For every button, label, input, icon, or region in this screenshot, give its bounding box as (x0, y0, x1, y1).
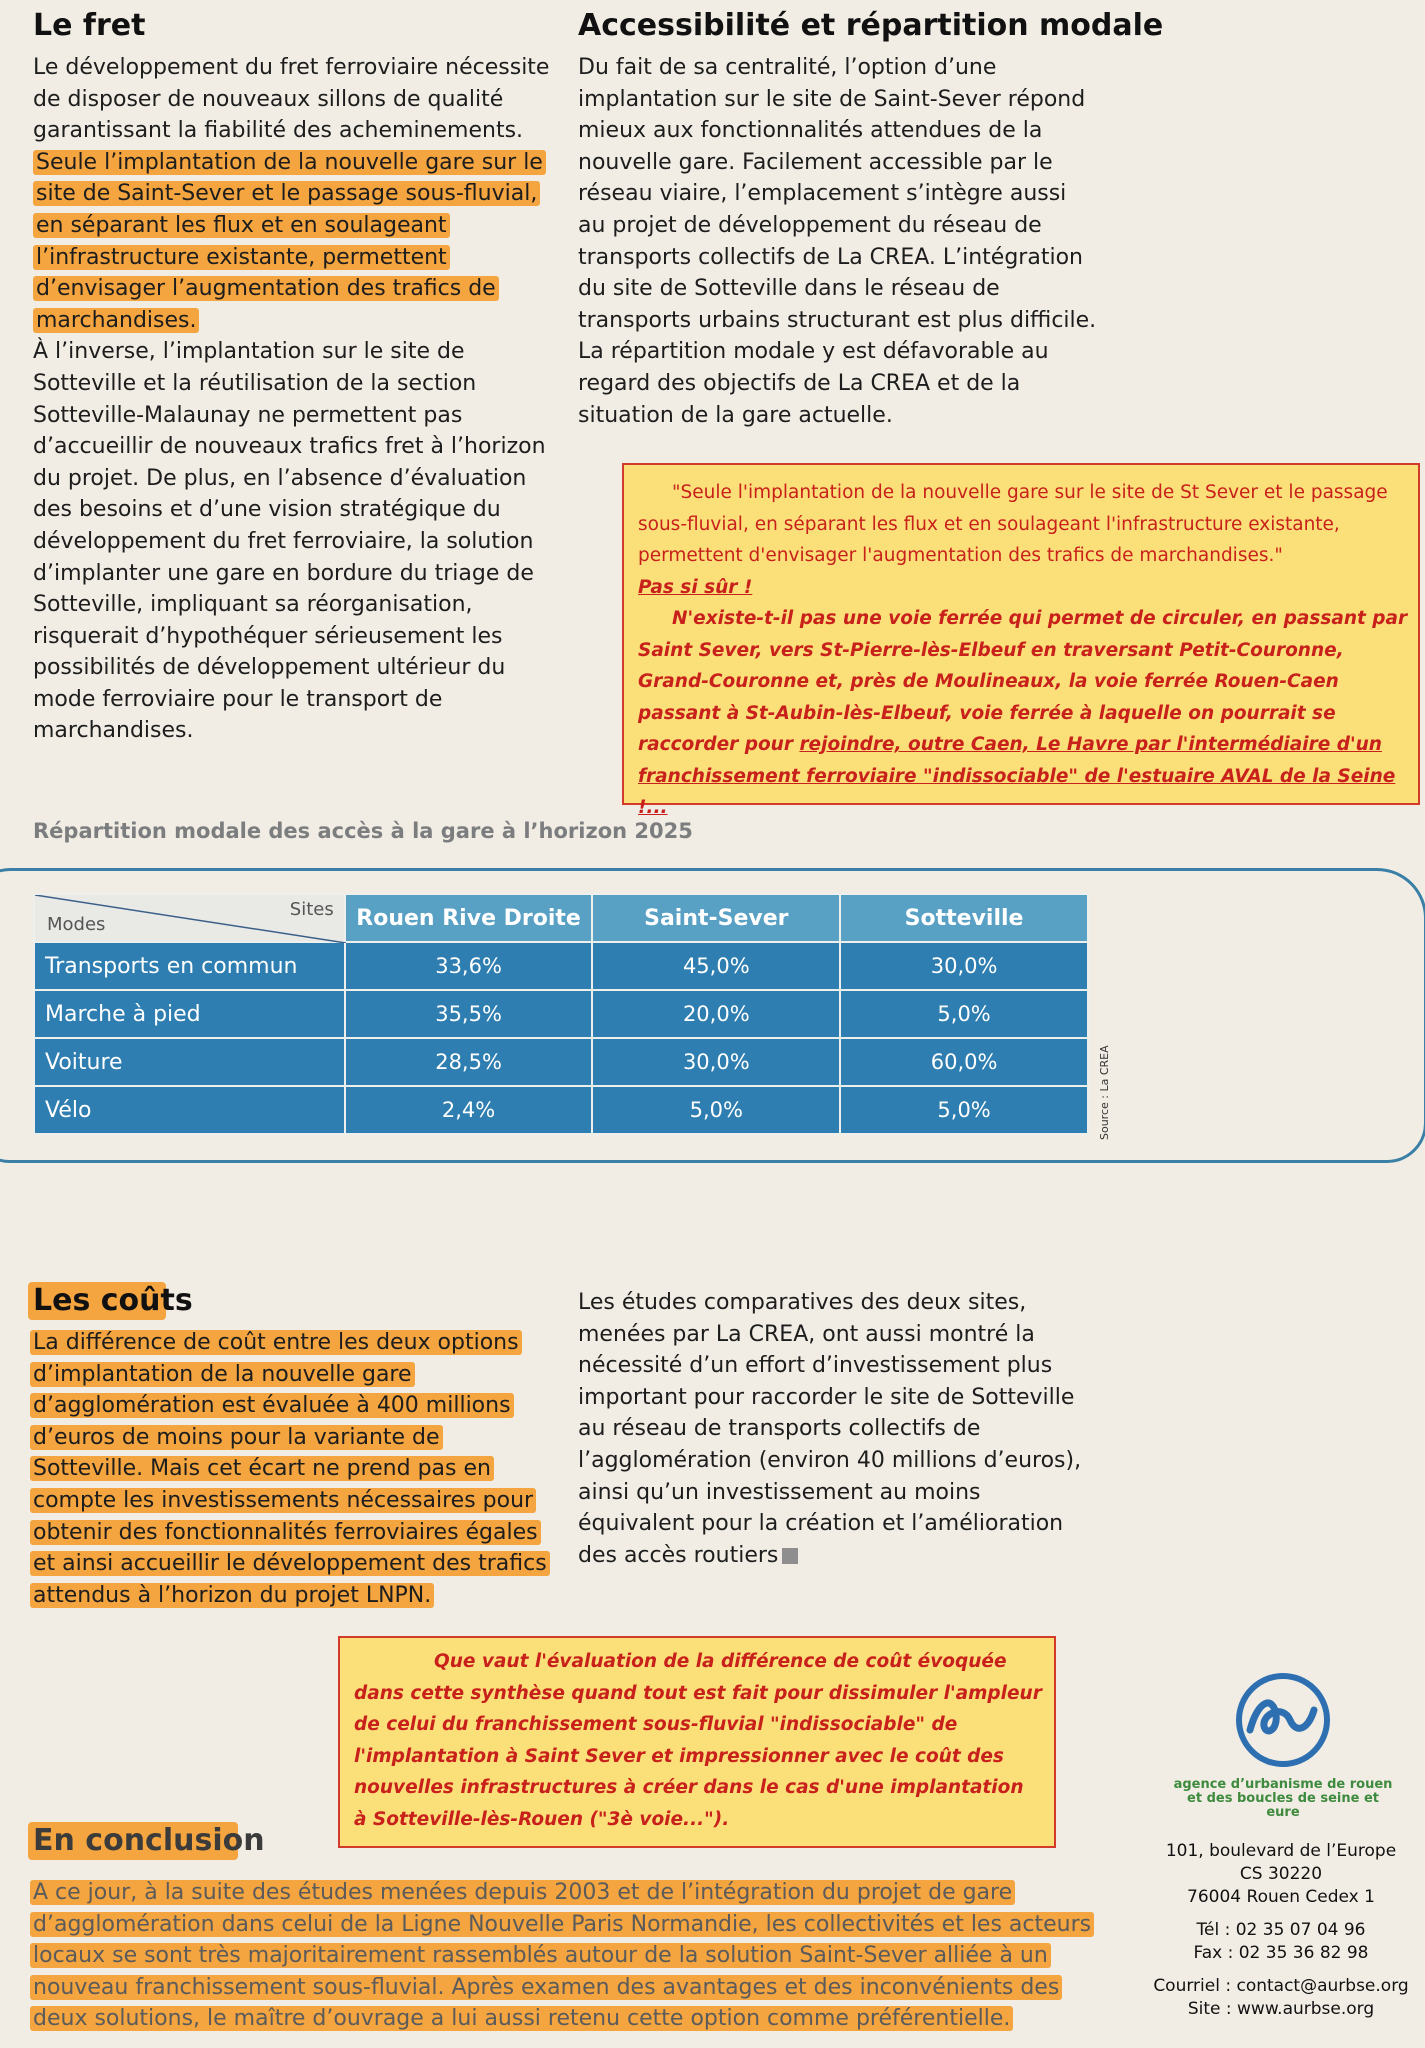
fret-highlight: Seule l’implantation de la nouvelle gare sur le site de Saint-Sever et le passage sous-fluvial, en séparant les flux et en soulageant l’infrastructure existante, permettent d’envisager l’augmentation des trafics de marchandises. (33, 150, 546, 333)
table-header-row (34, 894, 1088, 942)
table-cell-mode: Transports en commun (34, 942, 345, 990)
table-header-site: Sotteville (840, 894, 1088, 942)
address-line-1: 101, boulevard de l’Europe (1165, 1841, 1397, 1861)
table-cell: 28,5% (345, 1038, 593, 1086)
fret-body: À l’inverse, l’implantation sur le site de Sotteville et la réutilisation de la section Sotteville-Malaunay ne permettent pas d’accueillir de nouveaux trafics fret à l’horizon du projet. De plus, en l’absence d’évaluation des besoins et d’une vision stratégique du développement du fret ferroviaire, la solution d’implanter une gare en bordure du triage de Sotteville, impliquant sa réorganisation, risquerait d’hypothéquer sérieusement les possibilités de développement ultérieur du mode ferroviaire pour le transport de marchandises. (33, 339, 546, 744)
table-row (34, 990, 1088, 1038)
access-title: Accessibilité et répartition modale (578, 8, 1164, 43)
conclusion-highlight: A ce jour, à la suite des études menées depuis 2003 et de l’intégration du projet de gare d’agglomération dans celui de la Ligne Nouvelle Paris Normandie, les collectivités et les acteurs locaux se sont très majoritairement rassemblés autour de la solution Saint-Sever alliée à un nouveau franchissement sous-fluvial. Après examen des avantages et des inconvénients des deux solutions, le maître d’ouvrage a lui aussi retenu cette option comme préférentielle. (30, 1880, 1094, 2031)
couts-right-body: Les études comparatives des deux sites, menées par La CREA, ont aussi montré la nécessité d’un effort d’investissement plus important pour raccorder le site de Sotteville au réseau de transports collectifs de l’agglomération (environ 40 millions d’euros), ainsi qu’un investissement au moins équivalent pour la création et l’amélioration des accès routiers (578, 1290, 1082, 1568)
table-cell: 5,0% (840, 1086, 1088, 1134)
agency-site[interactable]: Site : www.aurbse.org (1187, 1999, 1375, 2019)
agency-fax: Fax : 02 35 36 82 98 (1193, 1943, 1369, 1963)
address-line-2: CS 30220 (1239, 1864, 1323, 1884)
table-cell: 2,4% (345, 1086, 593, 1134)
comment-quote: "Seule l'implantation de la nouvelle gare sur le site de St Sever et le passage sous-fluvial, en séparant les flux et en soulageant l'infrastructure existante, permettent d'envisager l'augmentation des trafics de marchandises." (638, 482, 1388, 566)
comment-reply-underline: rejoindre, outre Caen, Le Havre par l'intermédiaire d'un franchissement ferroviaire "indissociable" de l'estuaire AVAL de la Seine !... (638, 734, 1396, 818)
end-square-icon (782, 1548, 798, 1564)
couts-left-highlight: La différence de coût entre les deux options d’implantation de la nouvelle gare d’agglomération est évaluée à 400 millions d’euros de moins pour la variante de Sotteville. Mais cet écart ne prend pas en compte les investissements nécessaires pour obtenir des fonctionnalités ferroviaires égales et ainsi accueillir le développement des trafics attendus à l’horizon du projet LNPN. (30, 1330, 550, 1608)
table-cell-mode: Marche à pied (34, 990, 345, 1038)
table-cell: 30,0% (592, 1038, 840, 1086)
table-header-site: Saint-Sever (592, 894, 840, 942)
table-cell: 30,0% (840, 942, 1088, 990)
access-text: Du fait de sa centralité, l’option d’une implantation sur le site de Saint-Sever répond mieux aux fonctionnalités attendues de la nouvelle gare. Facilement accessible par le réseau viaire, l’emplacement s’intègre aussi au projet de développement du réseau de transports collectifs de La CREA. L’intégration du site de Sotteville dans le réseau de transports urbains structurant est plus difficile. La répartition modale y est défavorable au regard des objectifs de La CREA et de la situation de la gare actuelle. (578, 55, 1097, 428)
couts-left-text (30, 1327, 550, 1611)
agency-tel: Tél : 02 35 07 04 96 (1196, 1920, 1366, 1940)
table-row (34, 942, 1088, 990)
modal-table (33, 893, 1089, 1135)
fret-intro: Le développement du fret ferroviaire nécessite de disposer de nouveaux sillons de qualité garantissant la fiabilité des acheminements. (33, 55, 550, 144)
table-cell-mode: Vélo (34, 1086, 345, 1134)
table-cell: 5,0% (592, 1086, 840, 1134)
table-corner (34, 894, 345, 942)
table-cell: 5,0% (840, 990, 1088, 1038)
couts-title: Les coûts (33, 1283, 193, 1318)
table-row (34, 1038, 1088, 1086)
table-cell-mode: Voiture (34, 1038, 345, 1086)
comment-reply-text: N'existe-t-il pas une voie ferrée qui permet de circuler, en passant par Saint Sever, vers St-Pierre-lès-Elbeuf en traversant Petit-Couronne, Grand-Couronne et, près de Moulineaux, la voie ferrée Rouen-Caen passant à St-Aubin-lès-Elbeuf, voie ferrée à laquelle on pourrait se raccorder pour (638, 608, 1408, 755)
comment-reply-head: Pas si sûr ! (638, 576, 753, 598)
agency-name: agence d’urbanisme de rouen et des boucles de seine et eure (1173, 1777, 1393, 1820)
comment2-text: Que vaut l'évaluation de la différence de coût évoquée dans cette synthèse quand tout est fait pour dissimuler l'ampleur de celui du franchissement sous-fluvial "indissociable" de l'implantation à Saint Sever et impressionner avec le coût des nouvelles infrastructures à créer dans le cas d'une implantation à Sotteville-lès-Rouen ("3è voie..."). (354, 1651, 1042, 1830)
aurbse-logo-icon (1228, 1670, 1338, 1770)
table-cell: 45,0% (592, 942, 840, 990)
fret-text (33, 52, 553, 747)
table-header-site: Rouen Rive Droite (345, 894, 593, 942)
table-source: Source : La CREA (1098, 1045, 1111, 1140)
corner-modes-label: Modes (47, 914, 106, 935)
comment-box-fret (622, 463, 1420, 818)
agency-address (1140, 1840, 1422, 2021)
table-cell: 33,6% (345, 942, 593, 990)
corner-sites-label: Sites (289, 899, 334, 920)
table-cell: 35,5% (345, 990, 593, 1038)
conclusion-text (30, 1877, 1100, 2035)
table-row (34, 1086, 1088, 1134)
fret-title: Le fret (33, 8, 146, 43)
comment-box-couts (338, 1636, 1056, 1848)
conclusion-title: En conclusion (33, 1823, 265, 1858)
table-title: Répartition modale des accès à la gare à l’horizon 2025 (33, 819, 693, 843)
table-cell: 20,0% (592, 990, 840, 1038)
table-cell: 60,0% (840, 1038, 1088, 1086)
comment-reply (638, 603, 1408, 824)
address-line-3: 76004 Rouen Cedex 1 (1187, 1887, 1375, 1907)
agency-email[interactable]: Courriel : contact@aurbse.org (1153, 1976, 1409, 1996)
couts-right-text (578, 1287, 1098, 1571)
